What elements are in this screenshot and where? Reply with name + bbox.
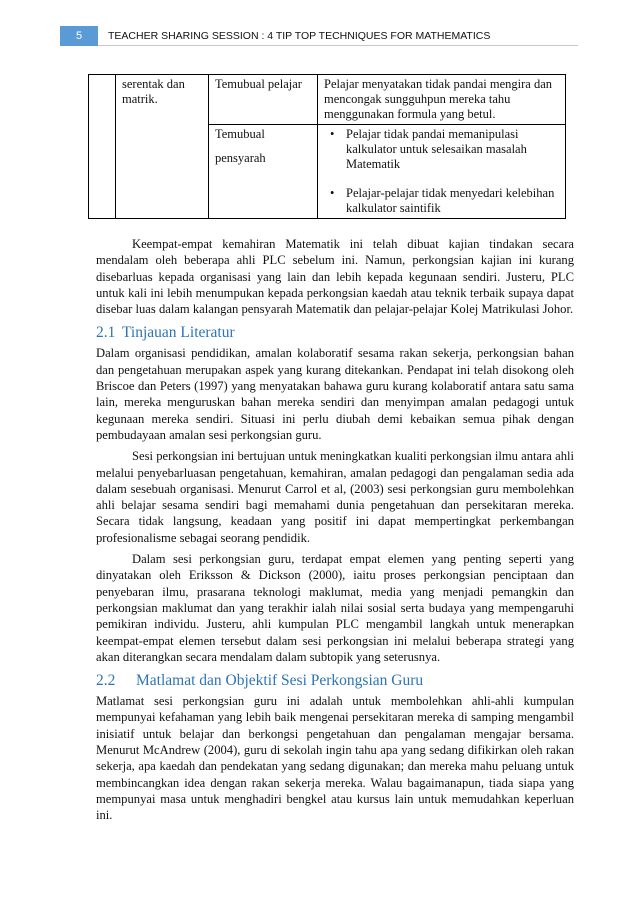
paragraph: Sesi perkongsian ini bertujuan untuk meningkatkan kualiti perkongsian ilmu antara ahli melalui penyebarluasan pengetahuan, kemahiran, amalan pedagogi dan pengalaman sedia ada dalam sesebuah organisasi. Menurut Carrol et al, (2003) sesi perkongsian guru membolehkan ahli belajar sesama sendiri bagi memahami dunia pengetahuan dan persekitaran mereka. Secara tidak langsung, keadaan yang positif ini dapat mempertingkat perkembangan profesionalisme sebagai seorang pendidik. — [96, 449, 574, 545]
table-cell-method: Temubual pelajar — [209, 75, 318, 125]
table-cell-finding — [318, 125, 566, 219]
page-number-badge: 5 — [60, 26, 98, 46]
finding-bullet-list — [324, 127, 559, 216]
header-divider — [98, 45, 578, 46]
running-header — [0, 26, 638, 46]
section-heading-2-1 — [96, 323, 574, 342]
table-cell-finding: Pelajar menyatakan tidak pandai mengira dan mencongak sungguhpun mereka tahu menggunakan formula yang betul. — [318, 75, 566, 125]
section-title: Tinjauan Literatur — [122, 324, 235, 342]
bullet-item: • Pelajar-pelajar tidak menyedari kelebihan kalkulator saintifik — [346, 186, 559, 216]
bullet-item: • Pelajar tidak pandai memanipulasi kalkulator untuk selesaikan masalah Matematik — [346, 127, 559, 172]
paragraph: Matlamat sesi perkongsian guru ini adalah untuk membolehkan ahli-ahli kumpulan mempunyai kefahaman yang lebih baik mengenai persekitaran mereka di samping mengambil inisiatif untuk belajar dan berkongsi pengetahuan dan pengalaman mengajar bersama. Menurut McAndrew (2004), guru di sekolah ingin tahu apa yang sedang difikirkan oleh rakan sekerja, apa kaedah dan pendekatan yang sedang digunakan; dan mereka mahu peluang untuk membincangkan idea dengan rakan sekerja mereka. Walau bagaimanapun, tiada siapa yang mempunyai masa untuk menghadiri bengkel atau kursus lain untuk memudahkan keperluan ini. — [96, 694, 574, 823]
findings-table — [88, 74, 566, 219]
table-cell-blank — [89, 75, 116, 219]
section-title: Matlamat dan Objektif Sesi Perkongsian Guru — [136, 672, 424, 690]
header-title: TEACHER SHARING SESSION : 4 TIP TOP TECHNIQUES FOR MATHEMATICS — [108, 30, 491, 42]
method-line: Temubual — [215, 127, 265, 141]
section-number: 2.2 — [96, 672, 116, 690]
intro-paragraph: Keempat-empat kemahiran Matematik ini telah dibuat kajian tindakan secara mendalam oleh beberapa ahli PLC sebelum ini. Namun, perkongsian kajian ini kurang disebarluas kepada organisasi yang lain dan lebih kepada kegunaan sendiri. Justeru, PLC untuk kali ini lebih menumpukan kepada perkongsian kaedah atau teknik terbaik supaya dapat disebar luas dalam kalangan pensyarah Matematik dan pelajar-pelajar Kolej Matrikulasi Johor. — [96, 237, 574, 317]
table-cell-topic: serentak dan matrik. — [116, 75, 209, 219]
method-line: pensyarah — [215, 151, 266, 165]
table-row — [89, 75, 566, 125]
body-text — [96, 236, 574, 829]
paragraph: Dalam sesi perkongsian guru, terdapat empat elemen yang penting seperti yang dinyatakan oleh Eriksson & Dickson (2000), iaitu proses perkongsian penciptaan dan penyebaran ilmu, prasarana teknologi maklumat, media yang menjadi pemangkin dan perkongsian maklumat dan yang terakhir ialah nilai sosial serta budaya yang mempengaruhi pemikiran individu. Justeru, ahli kumpulan PLC mengambil langkah untuk menerapkan keempat-empat elemen tersebut dalam sesi perkongsian ini melalui beberapa strategi yang akan diterangkan secara mendalam dalam subtopik yang seterusnya. — [96, 552, 574, 664]
table-cell-method — [209, 125, 318, 219]
section-number: 2.1 — [96, 324, 116, 342]
paragraph: Dalam organisasi pendidikan, amalan kolaboratif sesama rakan sekerja, perkongsian bahan dan pengetahuan merupakan aspek yang kurang ditekankan. Pendapat ini telah disokong oleh Briscoe dan Peters (1997) yang menyatakan bahawa guru kurang kolaboratif antara satu sama lain, mereka menguruskan bahan mereka sendiri dan menyimpan amalan pedagogi untuk kegunaan mereka sendiri. Situasi ini perlu diubah demi kebaikan semua pihak dengan pembudayaan amalan sesi perkongsian guru. — [96, 346, 574, 442]
section-heading-2-2 — [96, 671, 574, 690]
